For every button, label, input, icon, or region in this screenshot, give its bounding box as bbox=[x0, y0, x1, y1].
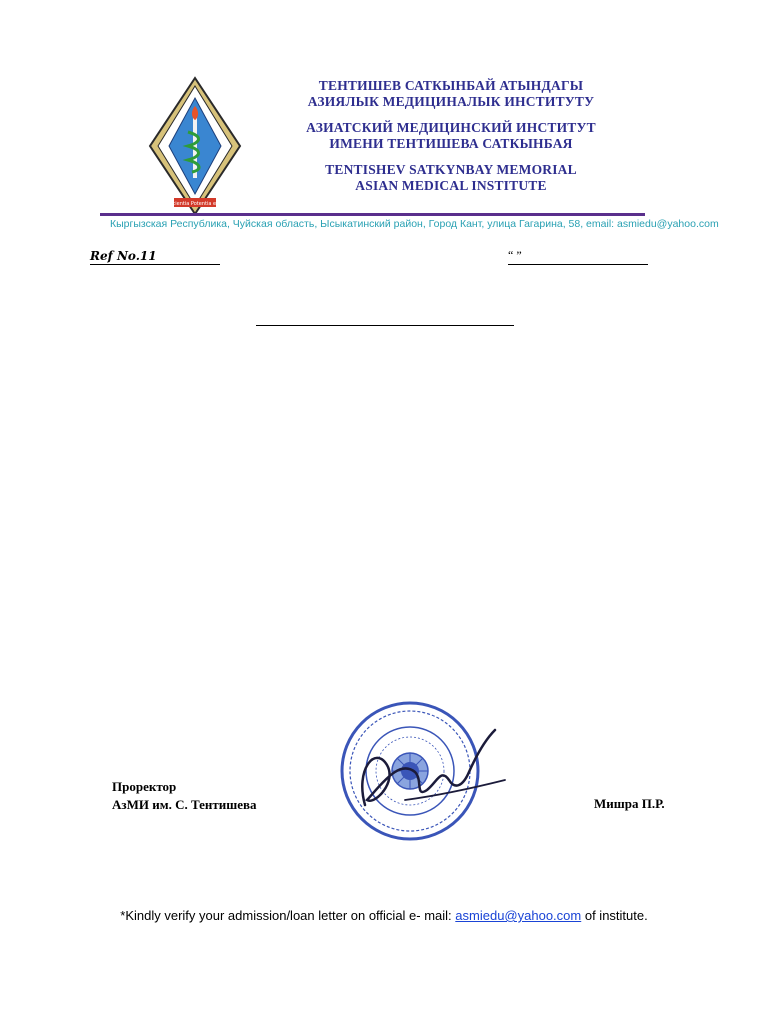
institute-name-kg-1: ТЕНТИШЕВ САТКЫНБАЙ АТЫНДАГЫ bbox=[318, 78, 584, 93]
institute-logo-icon bbox=[148, 76, 242, 216]
signature-icon bbox=[345, 710, 535, 830]
institute-name-kg-2: АЗИЯЛЫК МЕДИЦИНАЛЫК ИНСТИТУТУ bbox=[307, 93, 595, 109]
institute-name-en-2: ASIAN MEDICAL INSTITUTE bbox=[355, 177, 547, 193]
institute-name-en-1: TENTISHEV SATKYNBAY MEMORIAL bbox=[325, 162, 577, 177]
signatory-position: Проректор bbox=[112, 779, 177, 794]
logo-banner-text: Scientia Potentia est bbox=[169, 201, 221, 207]
verification-note bbox=[0, 908, 768, 923]
signatory-institution: АзМИ им. С. Тентишева bbox=[112, 797, 257, 812]
date-field bbox=[508, 250, 648, 265]
date-quotes: “ ” bbox=[508, 248, 522, 262]
signatory-title bbox=[112, 778, 257, 814]
letterhead-divider bbox=[100, 213, 645, 216]
institute-name-ru-2: ИМЕНИ ТЕНТИШЕВА САТКЫНБАЯ bbox=[329, 135, 573, 151]
institute-name-ru-1: АЗИАТСКИЙ МЕДИЦИНСКИЙ ИНСТИТУТ bbox=[306, 120, 596, 135]
verification-email-link[interactable]: asmiedu@yahoo.com bbox=[455, 908, 582, 923]
letterhead bbox=[100, 58, 719, 243]
institute-address: Кыргызская Республика, Чуйская область, Ысыкатинский район, Город Кант, улица Гагарина, 58, email: asmiedu@yahoo.com bbox=[110, 218, 719, 230]
verification-text-after: of institute. bbox=[581, 908, 648, 923]
subject-underline bbox=[256, 325, 514, 326]
institute-titles bbox=[296, 78, 606, 193]
signatory-name: Мишра П.Р. bbox=[594, 796, 665, 811]
verification-text-before: *Kindly verify your admission/loan letter on official e- mail: bbox=[120, 908, 456, 923]
reference-number: Ref No.11 bbox=[90, 249, 157, 263]
reference-field bbox=[90, 250, 220, 265]
